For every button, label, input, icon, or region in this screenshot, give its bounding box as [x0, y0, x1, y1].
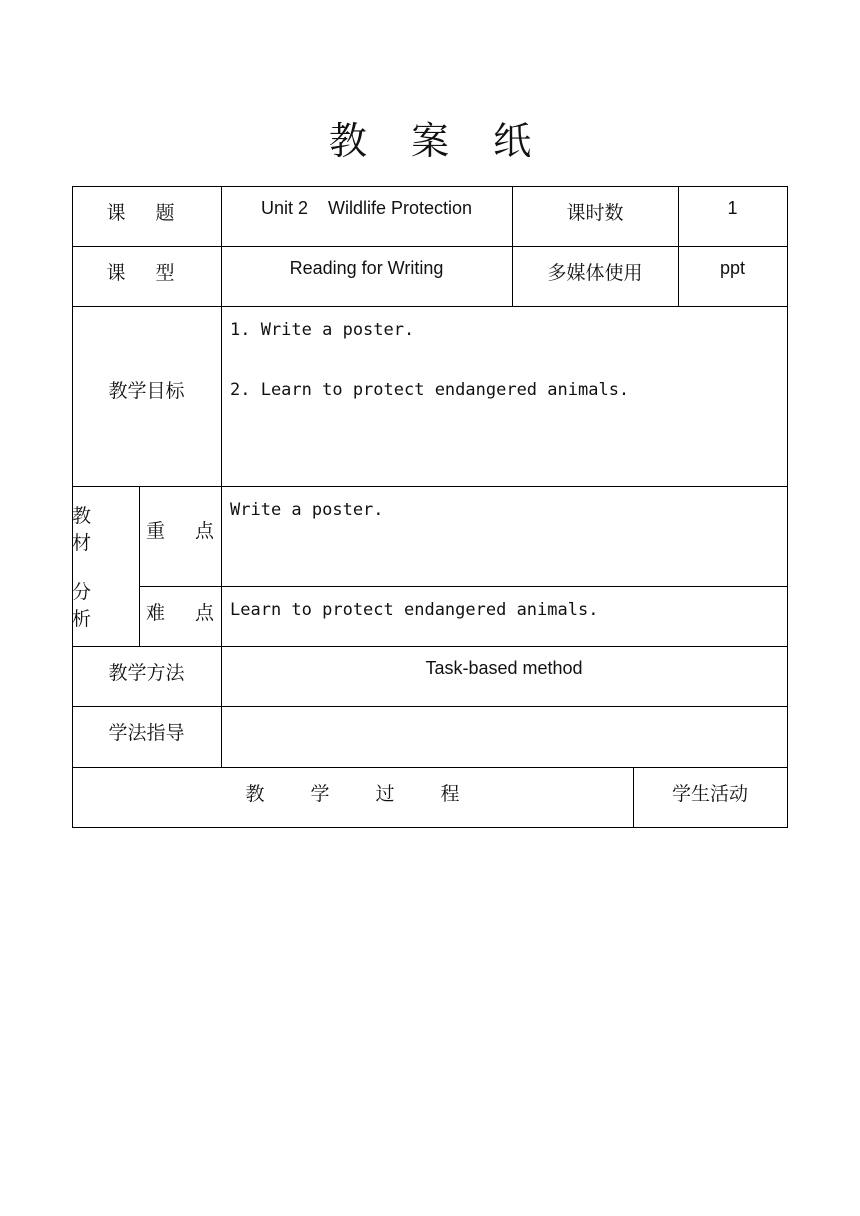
difficulty-value: Learn to protect endangered animals.: [230, 600, 599, 620]
label-type: [72, 246, 221, 306]
objective-2: 2. Learn to protect endangered animals.: [230, 380, 630, 400]
label-student-activity: 学生活动: [671, 783, 748, 805]
label-topic: [72, 186, 221, 246]
page-title: [0, 110, 860, 165]
objective-1: 1. Write a poster.: [230, 320, 415, 340]
label-key-point: [139, 486, 227, 586]
key-point-value: Write a poster.: [230, 500, 384, 520]
label-analysis: [72, 486, 139, 646]
title-char-2: 案: [410, 119, 449, 163]
label-hours: 课时数: [566, 202, 624, 224]
label-analysis-line1: 教 材: [72, 505, 104, 554]
label-topic-text: 课 题: [106, 202, 187, 224]
label-analysis-line2: 分 析: [72, 581, 104, 630]
type-value: Reading for Writing: [289, 258, 444, 278]
border-right: [787, 186, 788, 828]
label-media: 多媒体使用: [547, 262, 643, 284]
border-row4: [139, 586, 788, 587]
label-difficulty-text: 难 点: [145, 602, 227, 624]
label-type-text: 课 型: [106, 262, 187, 284]
title-char-1: 教: [328, 119, 367, 163]
title-char-3: 纸: [493, 119, 532, 163]
guidance-value: [221, 706, 787, 767]
label-guidance: 学法指导: [108, 722, 185, 744]
label-difficulty: [139, 586, 227, 646]
topic-value: Unit 2 Wildlife Protection: [260, 198, 473, 218]
media-value: ppt: [719, 258, 746, 278]
hours-value: 1: [727, 198, 738, 218]
method-value: Task-based method: [425, 658, 583, 678]
label-objectives: 教学目标: [108, 379, 185, 402]
label-key-point-text: 重 点: [145, 520, 227, 542]
label-process: 教 学 过 程: [245, 783, 460, 805]
border-bottom: [72, 827, 788, 828]
label-method: 教学方法: [108, 662, 185, 684]
